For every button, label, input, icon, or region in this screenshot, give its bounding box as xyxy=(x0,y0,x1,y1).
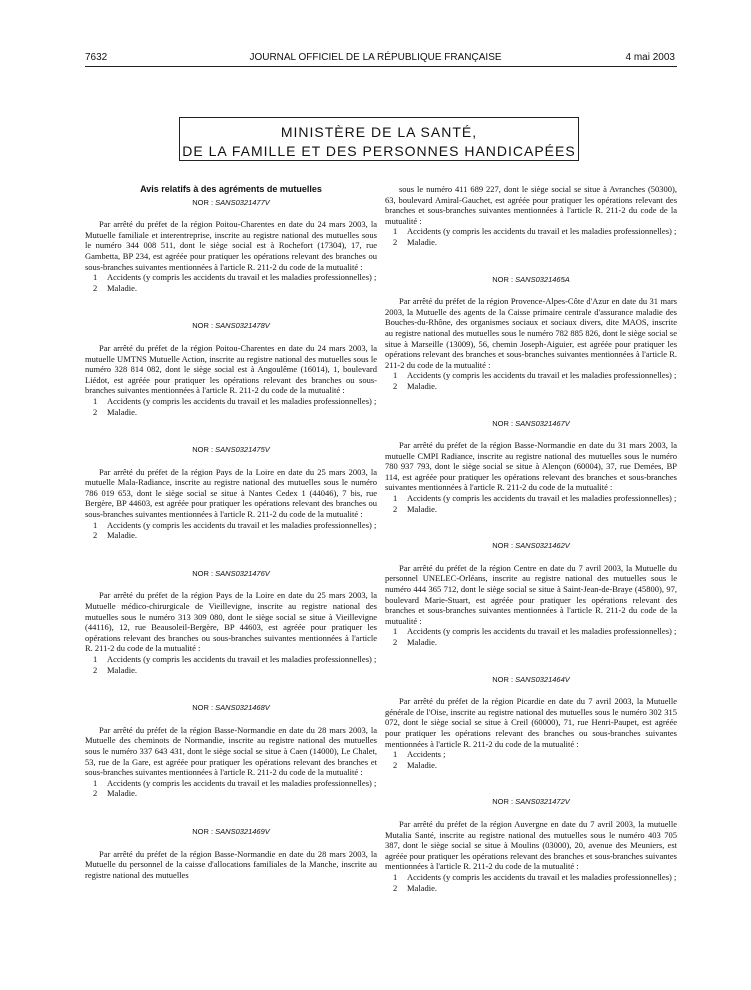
nor-reference xyxy=(385,797,677,808)
list-item-text: Accidents (y compris les accidents du travail et les maladies professionnelles) ; xyxy=(107,395,377,406)
list-item-text: Accidents (y compris les accidents du travail et les maladies professionnelles) ; xyxy=(107,272,377,283)
nor-prefix: NOR : xyxy=(192,321,214,331)
nor-code: SANS0321464V xyxy=(515,674,570,684)
list-item-number: 2 xyxy=(93,664,98,675)
notice-text: Par arrêté du préfet de la région Basse-Normandie en date du 31 mars 2003, la mutuelle CMPI Radiance, inscrite au registre national des mutuelles sous le numéro 780 937 793, dont le siège social se situe à Alençon (60004), 37, rue Demées, BP 114, est agréée pour pratiquer les opérations relevant des branches et sous-branches suivantes mentionnées à l'article R. 211-2 du code de la mutualité : xyxy=(385,440,677,493)
nor-prefix: NOR : xyxy=(492,674,514,684)
nor-prefix: NOR : xyxy=(492,418,514,428)
list-item-number: 2 xyxy=(393,882,398,893)
notice-text: Par arrêté du préfet de la région Pays de la Loire en date du 25 mars 2003, la Mutuelle médico-chirurgicale de Vieillevigne, inscrite au registre national des mutuelles sous le numéro 313 309 080, dont le siège social se situe à Vieillevigne (44116), 12, rue Beausoleil-Bergère, BP 44603, est agréée pour pratiquer les opérations relevant des branches ou sous-branches suivantes mentionnées à l'article R. 211-2 du code de la mutualité : xyxy=(85,590,377,654)
list-item-text: Maladie. xyxy=(107,406,137,417)
list-item-text: Maladie. xyxy=(407,637,437,647)
list-item-text: Maladie. xyxy=(407,759,437,770)
list-item xyxy=(93,519,377,531)
list-item-text: Accidents (y compris les accidents du travail et les maladies professionnelles) ; xyxy=(107,519,377,530)
list-item-number: 2 xyxy=(393,380,398,391)
nor-code: SANS0321467V xyxy=(515,418,570,428)
list-item-text: Maladie. xyxy=(107,664,137,675)
journal-title: JOURNAL OFFICIEL DE LA RÉPUBLIQUE FRANÇAISE xyxy=(249,52,502,63)
list-item-text: Accidents (y compris les accidents du travail et les maladies professionnelles) ; xyxy=(107,777,377,788)
notice-text: Par arrêté du préfet de la région Pays de la Loire en date du 25 mars 2003, la mutuelle Mala-Radiance, inscrite au registre national des mutuelles sous le numéro 786 019 653, dont le siège social se situe à Nantes Cedex 1 (44046), 7 bis, rue Bergère, BP 44603, est agréée pour pratiquer les opérations relevant des branches ou sous-branches suivantes mentionnées à l'article R. 211-2 du code de la mutualité : xyxy=(85,466,377,520)
notice-text: Par arrêté du préfet de la région Poitou-Charentes en date du 24 mars 2003, la Mutuelle familiale et interentreprise, inscrite au registre national des mutuelles sous le numéro 344 008 511, dont le siège social est à Rochefort (17304), 17, rue Gambetta, BP 234, est agréée pour pratiquer les opérations relevant des branches ou sous-branches suivantes mentionnées à l'article R. 211-2 du code de la mutualité : xyxy=(85,219,377,272)
list-item-number: 2 xyxy=(93,406,98,417)
notice xyxy=(85,569,377,675)
ministry-box xyxy=(179,117,579,161)
nor-prefix: NOR : xyxy=(492,541,514,551)
list-item xyxy=(393,759,677,771)
list-item xyxy=(393,637,677,648)
list-item-text: Maladie. xyxy=(107,788,137,799)
nor-reference xyxy=(85,703,377,714)
notice xyxy=(385,797,677,893)
list-item-number: 1 xyxy=(393,493,398,504)
header-rule xyxy=(85,66,677,67)
list-item-text: Accidents (y compris les accidents du travail et les maladies professionnelles) ; xyxy=(407,871,677,882)
nor-reference xyxy=(85,827,377,838)
list-item xyxy=(393,380,677,392)
nor-reference xyxy=(385,675,677,686)
list-item-number: 1 xyxy=(93,777,98,788)
list-item xyxy=(93,664,377,676)
notice xyxy=(85,827,377,880)
list-item-number: 2 xyxy=(93,282,98,293)
page-number: 7632 xyxy=(85,52,108,63)
notice xyxy=(385,275,677,392)
notice xyxy=(385,675,677,771)
nor-code: SANS0321462V xyxy=(515,541,570,551)
notice-text: Par arrêté du préfet de la région Basse-Normandie en date du 28 mars 2003, la Mutuelle des cheminots de Normandie, inscrite au registre national des mutuelles sous le numéro 337 643 431, dont le siège social se situe à Caen (14000), Le Chalet, 53, rue de la Gare, est agréée pour pratiquer les opérations relevant des branches et sous-branches suivantes mentionnées à l'article R. 211-2 du code de la mutualité : xyxy=(85,724,377,778)
notice-text: Par arrêté du préfet de la région Basse-Normandie en date du 28 mars 2003, la Mutuelle du personnel de la caisse d'allocations familiales de la Manche, inscrite au registre national des mutuelles xyxy=(85,848,377,880)
nor-code: SANS0321475V xyxy=(215,445,270,455)
list-item-text: Maladie. xyxy=(407,380,437,391)
list-item xyxy=(393,236,677,248)
nor-reference xyxy=(385,541,677,552)
list-item-text: Maladie. xyxy=(407,503,437,514)
list-item xyxy=(393,882,677,894)
nor-prefix: NOR : xyxy=(192,568,214,578)
notice-text: Par arrêté du préfet de la région Centre en date du 7 avril 2003, la Mutuelle du personnel UNELEC-Orléans, inscrite au registre national des mutuelles sous le numéro 444 365 712, dont le siège social se situe à Saint-Jean-de-Braye (45800), 97, boulevard Marie-Stuart, est agréée pour pratiquer les opérations relevant des branches et sous-branches suivantes mentionnées à l'article R. 211-2 du code de la mutualité : xyxy=(385,562,677,626)
nor-reference xyxy=(85,445,377,456)
list-item-number: 1 xyxy=(93,654,98,664)
list-item xyxy=(393,493,677,504)
nor-prefix: NOR : xyxy=(192,703,214,713)
list-item-text: Accidents (y compris les accidents du travail et les maladies professionnelles) ; xyxy=(407,370,677,381)
notice xyxy=(385,184,677,248)
list-item-text: Maladie. xyxy=(107,530,137,541)
nor-prefix: NOR : xyxy=(192,197,214,207)
nor-code: SANS0321476V xyxy=(215,568,270,578)
nor-reference xyxy=(85,569,377,580)
list-item-number: 1 xyxy=(93,272,98,283)
list-item xyxy=(93,406,377,418)
list-item-text: Maladie. xyxy=(107,282,137,293)
list-item-number: 1 xyxy=(393,226,398,237)
list-item xyxy=(393,370,677,381)
nor-reference xyxy=(385,419,677,430)
list-item xyxy=(393,871,677,883)
list-item-number: 1 xyxy=(393,749,398,760)
notice-text: Par arrêté du préfet de la région Picardie en date du 7 avril 2003, la Mutuelle générale de l'Oise, inscrite au registre national des mutuelles sous le numéro 302 315 072, dont le siège social se situe à Creil (60000), 71, rue Henri-Paupet, est agréée pour pratiquer les opérations relevant des branches ou sous-branches suivantes mentionnées à l'article R. 211-2 du code de la mutualité : xyxy=(385,696,677,749)
list-item-number: 2 xyxy=(393,503,398,514)
ministry-line-1: MINISTÈRE DE LA SANTÉ, xyxy=(280,124,478,140)
notice xyxy=(85,703,377,799)
list-item-text: Maladie. xyxy=(407,236,437,247)
list-item-text: Accidents (y compris les accidents du travail et les maladies professionnelles) ; xyxy=(407,226,677,237)
nor-reference xyxy=(85,198,377,209)
list-item-number: 1 xyxy=(93,395,98,406)
list-item-text: Accidents (y compris les accidents du travail et les maladies professionnelles) ; xyxy=(407,626,677,637)
left-column xyxy=(85,184,377,908)
list-item xyxy=(393,503,677,515)
list-item-text: Accidents (y compris les accidents du travail et les maladies professionnelles) ; xyxy=(107,654,377,664)
issue-date: 4 mai 2003 xyxy=(625,52,675,63)
notice xyxy=(385,419,677,515)
list-item-text: Accidents (y compris les accidents du travail et les maladies professionnelles) ; xyxy=(407,493,677,504)
nor-reference xyxy=(85,321,377,332)
list-item xyxy=(93,530,377,541)
nor-code: SANS0321477V xyxy=(215,197,270,207)
list-item-number: 2 xyxy=(393,637,398,647)
list-item-number: 2 xyxy=(393,759,398,770)
ministry-line-2: DE LA FAMILLE ET DES PERSONNES HANDICAPÉES xyxy=(182,143,576,159)
list-item-text: Accidents ; xyxy=(407,749,446,760)
nor-reference xyxy=(385,275,677,286)
section-title: Avis relatifs à des agréments de mutuelles xyxy=(140,184,322,194)
list-item-number: 2 xyxy=(393,236,398,247)
nor-prefix: NOR : xyxy=(192,826,214,836)
notice-text: Par arrêté du préfet de la région Auvergne en date du 7 avril 2003, la mutuelle Mutalia Santé, inscrite au registre national des mutuelles sous le numéro 403 705 387, dont le siège social se situe à Moulins (03000), 20, avenue des Meuniers, est agréée pour pratiquer les opérations relevant des branches et sous-branches suivantes mentionnées à l'article R. 211-2 du code de la mutualité : xyxy=(385,818,677,872)
list-item-number: 1 xyxy=(393,370,398,381)
list-item xyxy=(93,282,377,294)
list-item-number: 2 xyxy=(93,788,98,799)
notice xyxy=(385,541,677,647)
nor-code: SANS0321472V xyxy=(515,797,570,807)
right-column xyxy=(385,184,677,920)
list-item xyxy=(393,626,677,637)
list-item xyxy=(93,777,377,789)
list-item-number: 1 xyxy=(393,626,398,637)
list-item-number: 1 xyxy=(93,519,98,530)
list-item-number: 2 xyxy=(93,530,98,541)
nor-prefix: NOR : xyxy=(492,274,514,284)
notice xyxy=(85,321,377,417)
list-item-number: 1 xyxy=(393,871,398,882)
list-item xyxy=(393,749,677,760)
list-item xyxy=(93,788,377,799)
nor-code: SANS0321468V xyxy=(215,703,270,713)
nor-prefix: NOR : xyxy=(192,445,214,455)
list-item xyxy=(93,654,377,665)
nor-prefix: NOR : xyxy=(492,797,514,807)
notice xyxy=(85,445,377,541)
notice-text: Par arrêté du préfet de la région Provence-Alpes-Côte d'Azur en date du 31 mars 2003, la Mutuelle des agents de la Caisse primaire centrale d'assurance maladie des Bouches-du-Rhône, des organismes sociaux et sociaux divers, dite MAOS, inscrite au registre national des mutuelles sous le numéro 782 885 826, dont le siège social se situe à Marseille (13009), 56, chemin Joseph-Aiguier, est agréée pour pratiquer les opérations relevant des branches et sous-branches suivantes mentionnées à l'article R. 211-2 du code de la mutualité : xyxy=(385,296,677,370)
list-item xyxy=(393,226,677,237)
list-item-text: Maladie. xyxy=(407,882,437,893)
notice-text: Par arrêté du préfet de la région Poitou-Charentes en date du 24 mars 2003, la mutuelle UMTNS Mutuelle Action, inscrite au registre national des mutuelles sous le numéro 328 814 082, dont le siège social est à Angoulême (16014), 1, boulevard Liédot, est agréée pour pratiquer les opérations relevant des branches ou sous-branches suivantes mentionnées à l'article R. 211-2 du code de la mutualité : xyxy=(85,342,377,396)
nor-code: SANS0321469V xyxy=(215,826,270,836)
notice xyxy=(85,198,377,294)
notice-text: sous le numéro 411 689 227, dont le siège social se situe à Avranches (50300), 63, boulevard Amiral-Gauchet, est agréée pour pratiquer les opérations relevant des branches et sous-branches suivantes mentionnées à l'article R. 211-2 du code de la mutualité : xyxy=(385,184,677,226)
nor-code: SANS0321478V xyxy=(215,321,270,331)
nor-code: SANS0321465A xyxy=(515,274,570,284)
list-item xyxy=(93,272,377,283)
list-item xyxy=(93,395,377,407)
